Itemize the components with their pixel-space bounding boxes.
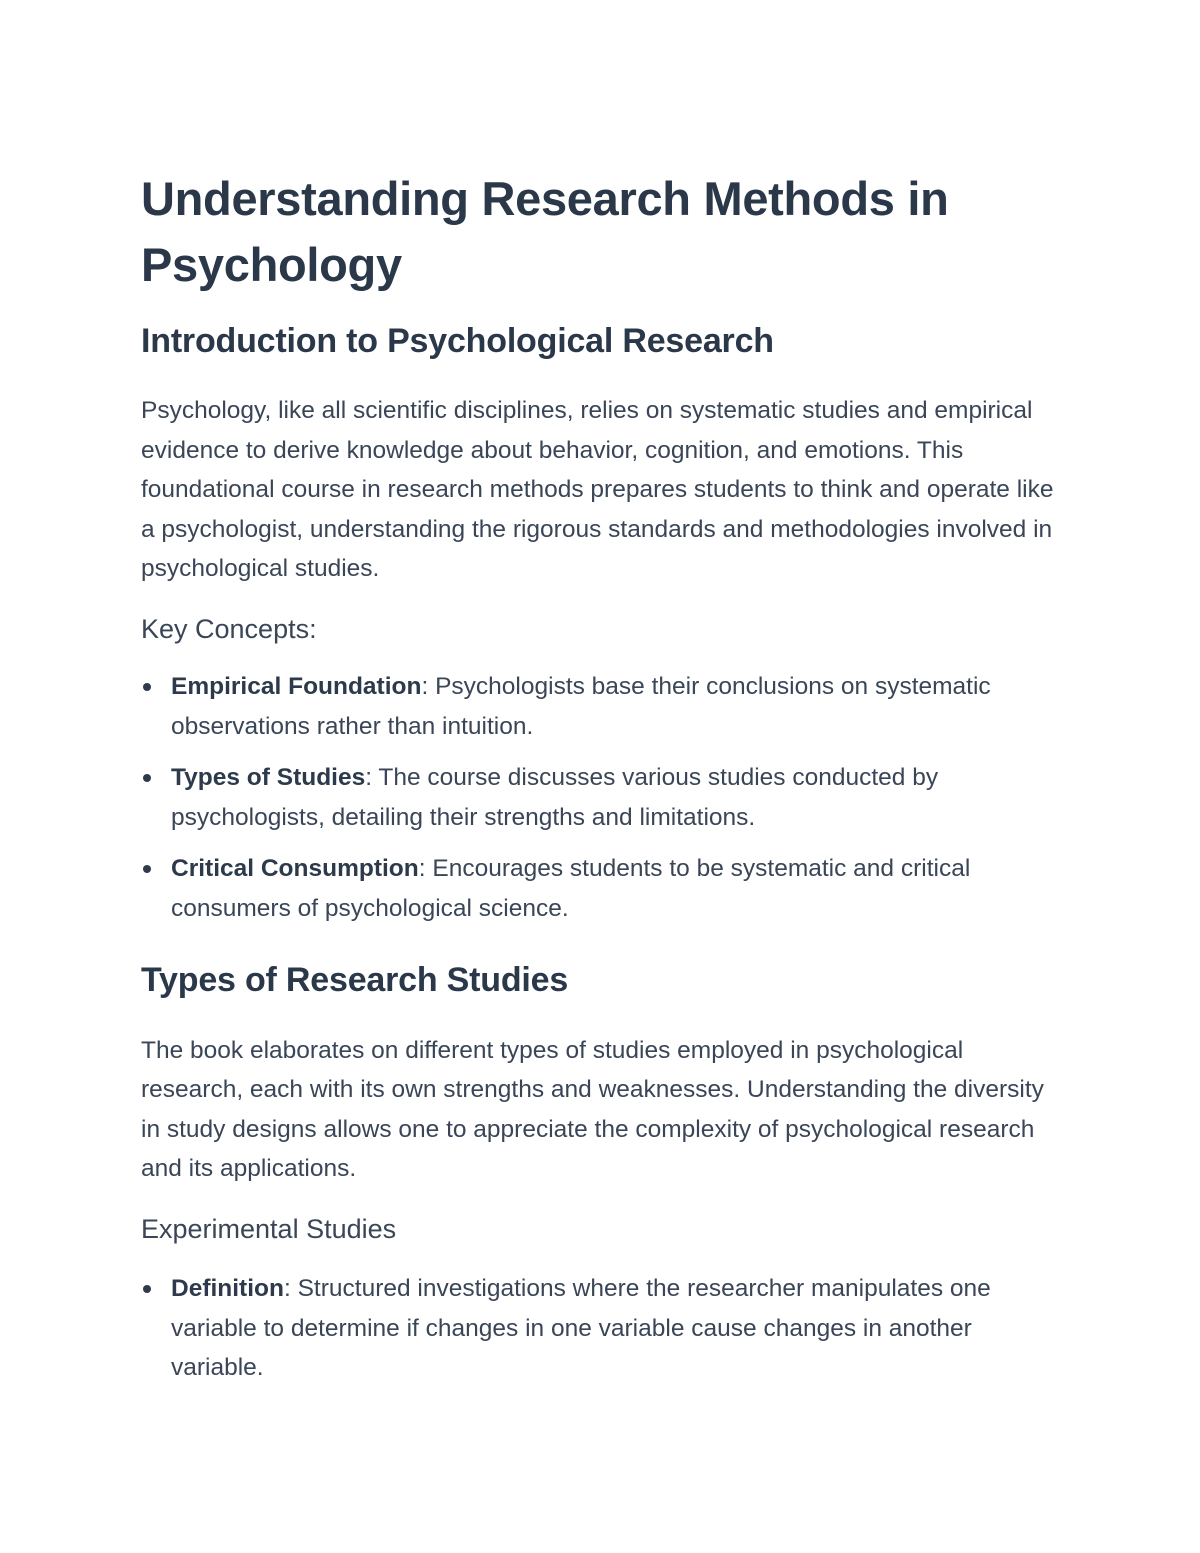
list-item: [141, 1269, 1061, 1388]
key-concepts-list: [141, 667, 1061, 929]
list-item: [141, 667, 1061, 746]
section-heading-introduction: Introduction to Psychological Research: [141, 322, 774, 360]
list-item: [141, 758, 1061, 837]
subsection-heading-key-concepts: Key Concepts:: [141, 613, 317, 644]
bullet-icon: [143, 774, 151, 782]
bullet-icon: [143, 683, 151, 691]
list-item: [141, 849, 1061, 928]
bullet-icon: [143, 1285, 151, 1293]
bullet-icon: [143, 865, 151, 873]
document-title: Understanding Research Methods in Psychology: [141, 172, 949, 291]
types-paragraph: The book elaborates on different types of studies employed in psychological research, each with its own strengths and weaknesses. Understanding the diversity in study designs allows one to appreciate the complexity of psychological research and its applications.: [141, 1036, 1044, 1183]
list-item-text: : Structured investigations where the researcher manipulates one variable to determine if changes in one variable cause changes in another variable.: [171, 1274, 991, 1382]
list-item-term: Types of Studies: [171, 764, 366, 792]
document-page: [141, 166, 1061, 1388]
list-item-text: : The course discusses various studies conducted by psychologists, detailing their strengths and limitations.: [171, 764, 939, 831]
list-item-text: : Psychologists base their conclusions on systematic observations rather than intuition.: [171, 672, 991, 740]
list-item-text: : Encourages students to be systematic and critical consumers of psychological science.: [171, 855, 971, 922]
list-item-term: Critical Consumption: [171, 855, 419, 883]
subsection-heading-experimental-studies: Experimental Studies: [141, 1213, 397, 1244]
experimental-studies-list: [141, 1269, 1061, 1388]
introduction-paragraph: Psychology, like all scientific disciplines, relies on systematic studies and empirical evidence to derive knowledge about behavior, cognition, and emotions. This foundational course in research methods prepares students to think and operate like a psychologist, understanding the rigorous standards and methodologies involved in psychological studies.: [141, 397, 1054, 583]
section-heading-types-of-research: Types of Research Studies: [141, 960, 569, 999]
list-item-term: Empirical Foundation: [171, 672, 422, 700]
list-item-term: Definition: [171, 1274, 284, 1302]
